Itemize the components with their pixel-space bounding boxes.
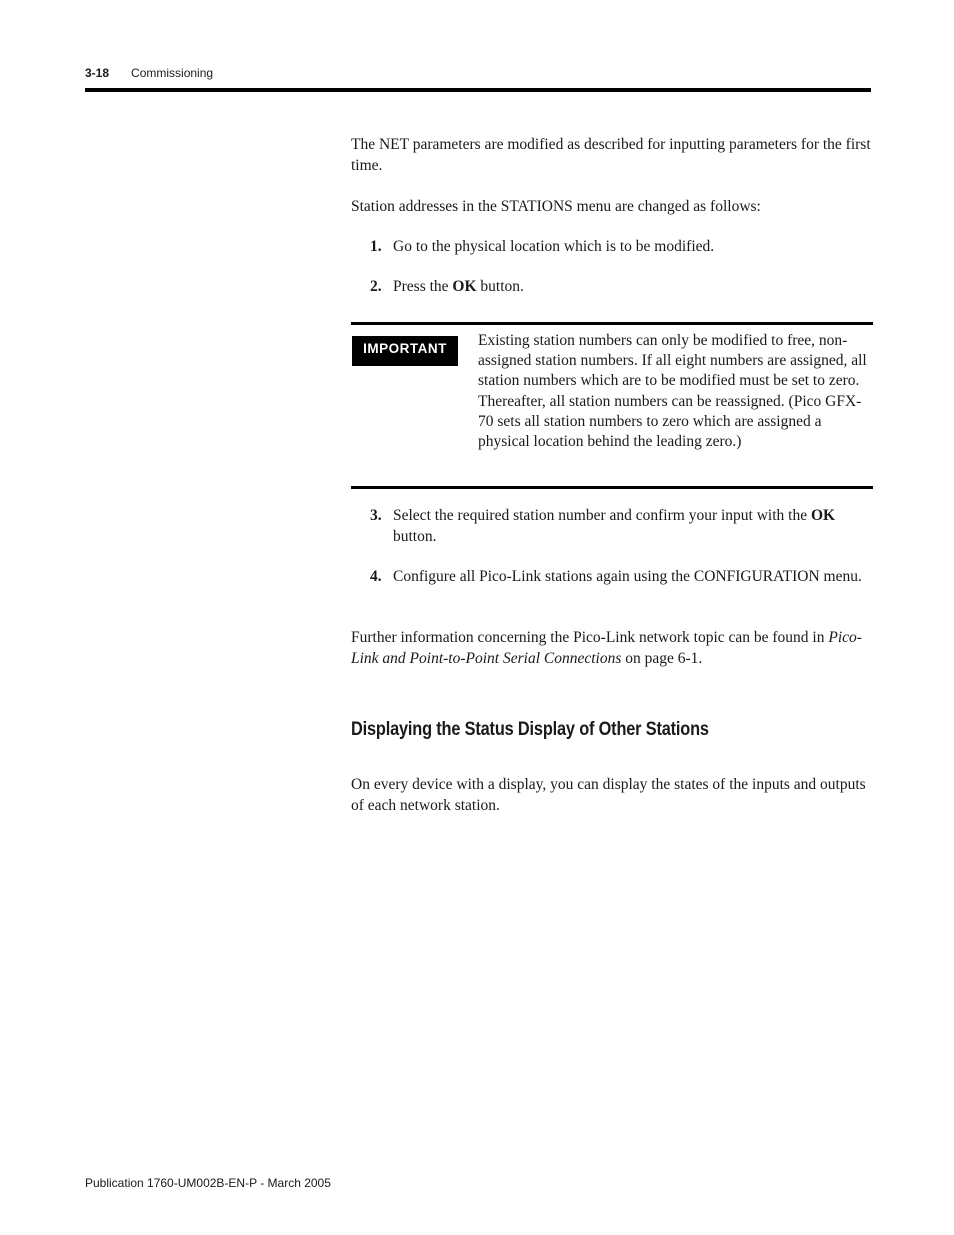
important-top-rule	[351, 322, 873, 325]
header-rule	[85, 88, 871, 92]
step-text-after: button.	[393, 528, 437, 545]
step-text: Configure all Pico-Link stations again using the CONFIGURATION menu.	[393, 568, 862, 585]
important-text: Existing station numbers can only be modified to free, non-assigned station numbers. If all eight numbers are assigned, all station numbers which are to be modified must be set to zero. Thereafter, all station numbers can be reassigned. (Pico GFX-70 sets all station numbers to zero which are assigned a physical location behind the leading zero.)	[478, 332, 867, 451]
page-footer: Publication 1760-UM002B-EN-P - March 2005	[85, 1176, 331, 1190]
cross-reference-link: Pico-Link and Point-to-Point Serial Connections	[351, 629, 862, 667]
important-bottom-rule	[351, 486, 873, 489]
page-header	[85, 66, 213, 80]
ok-keyword: OK	[452, 278, 477, 295]
step-text	[393, 505, 873, 547]
step-3	[351, 505, 873, 547]
paragraph-further-info	[351, 627, 871, 669]
step-number: 1.	[370, 238, 382, 255]
step-2	[351, 276, 873, 297]
step-number: 4.	[370, 568, 382, 585]
important-badge: IMPORTANT	[352, 336, 458, 366]
paragraph-status-display: On every device with a display, you can display the states of the inputs and outputs of each network station.	[351, 776, 866, 814]
step-text-after: button.	[476, 278, 524, 295]
step-text-before: Select the required station number and confirm your input with the	[393, 507, 811, 524]
step-text	[393, 276, 873, 297]
step-4	[351, 566, 873, 587]
step-number: 3.	[370, 507, 382, 524]
step-text-before: Press the	[393, 278, 453, 295]
ok-keyword: OK	[810, 507, 836, 524]
further-info-text: Further information concerning the Pico-Link network topic can be found in	[351, 629, 829, 646]
section-heading: Displaying the Status Display of Other Stations	[351, 719, 709, 740]
paragraph-net-parameters: The NET parameters are modified as described for inputting parameters for the first time.	[351, 136, 871, 174]
page-number: 3-18	[85, 66, 110, 80]
step-text: Go to the physical location which is to be modified.	[393, 238, 715, 255]
step-number: 2.	[370, 278, 382, 295]
further-info-page: on page 6-1.	[621, 650, 703, 667]
section-name: Commissioning	[131, 66, 214, 80]
step-1	[351, 236, 873, 257]
paragraph-station-addresses: Station addresses in the STATIONS menu are changed as follows:	[351, 198, 761, 215]
